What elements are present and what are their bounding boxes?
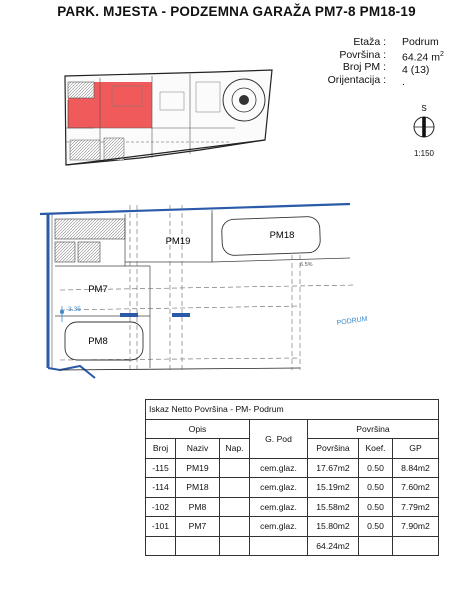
table-row <box>146 458 439 478</box>
table-caption: Iskaz Netto Površina - PM- Podrum <box>146 400 439 420</box>
cell-pod: cem.glaz. <box>250 497 308 517</box>
cell-broj: -101 <box>146 517 176 537</box>
header-povrsina: Površina <box>308 439 359 459</box>
label-elevation: -3.35 <box>66 306 81 313</box>
header-broj: Broj <box>146 439 176 459</box>
orijentacija-label: Orijentacija : <box>327 73 386 86</box>
cell-broj: -102 <box>146 497 176 517</box>
cell-koef: 0.50 <box>359 517 393 537</box>
compass-letter: S <box>421 104 427 113</box>
table-row <box>146 517 439 537</box>
header-opis: Opis <box>146 419 250 439</box>
cell-broj: -114 <box>146 478 176 498</box>
cell-naziv: PM19 <box>176 458 220 478</box>
label-slope: 6.5% <box>300 262 313 268</box>
cell-gp: 7.60m2 <box>393 478 439 498</box>
cell-nap <box>220 478 250 498</box>
povrsina-label: Površina : <box>339 48 386 61</box>
header-povrsina-group: Površina <box>308 419 439 439</box>
cell-koef: 0.50 <box>359 458 393 478</box>
header-g-pod: G. Pod <box>250 419 308 458</box>
label-pm18: PM18 <box>269 230 295 241</box>
cell-nap <box>220 517 250 537</box>
cell-naziv: PM18 <box>176 478 220 498</box>
key-plan <box>65 70 272 165</box>
cell-pod: cem.glaz. <box>250 517 308 537</box>
cell-povrsina: 15.19m2 <box>308 478 359 498</box>
cell-povrsina: 15.80m2 <box>308 517 359 537</box>
etaza-label: Etaža : <box>353 36 386 48</box>
label-pm7: PM7 <box>88 284 108 295</box>
header-gp: GP <box>393 439 439 459</box>
cell-nap <box>220 497 250 517</box>
cell-naziv: PM7 <box>176 517 220 537</box>
cell-naziv: PM8 <box>176 497 220 517</box>
label-pm19: PM19 <box>165 236 191 247</box>
header-nap: Nap. <box>220 439 250 459</box>
cell-broj: -115 <box>146 458 176 478</box>
cell-povrsina: 17.67m2 <box>308 458 359 478</box>
povrsina-unit-sup: 2 <box>439 50 444 58</box>
broj-pm-value: 4 (13) <box>402 63 430 76</box>
detail-plan <box>40 204 368 378</box>
header-naziv: Naziv <box>176 439 220 459</box>
table-row <box>146 497 439 517</box>
cell-koef: 0.50 <box>359 497 393 517</box>
cell-gp: 7.90m2 <box>393 517 439 537</box>
cell-pod: cem.glaz. <box>250 478 308 498</box>
table-total-row <box>146 536 439 556</box>
cell-koef: 0.50 <box>359 478 393 498</box>
orijentacija-value: . <box>402 76 405 89</box>
page-title: PARK. MJESTA - PODZEMNA GARAŽA PM7-8 PM18-19 <box>57 4 416 19</box>
header-koef: Koef. <box>359 439 393 459</box>
broj-pm-label: Broj PM : <box>342 61 386 74</box>
cell-pod: cem.glaz. <box>250 458 308 478</box>
cell-gp: 8.84m2 <box>393 458 439 478</box>
cell-povrsina: 15.58m2 <box>308 497 359 517</box>
label-pm8: PM8 <box>88 336 108 347</box>
etaza-value: Podrum <box>402 36 439 48</box>
table-row <box>146 478 439 498</box>
cell-gp: 7.79m2 <box>393 497 439 517</box>
scale-label: 1:150 <box>413 149 435 158</box>
area-table <box>145 399 439 556</box>
cell-nap <box>220 458 250 478</box>
cell-total: 64.24m2 <box>308 536 359 556</box>
label-podrum: PODRUM <box>336 315 369 327</box>
povrsina-number: 64.24 m <box>402 51 440 64</box>
